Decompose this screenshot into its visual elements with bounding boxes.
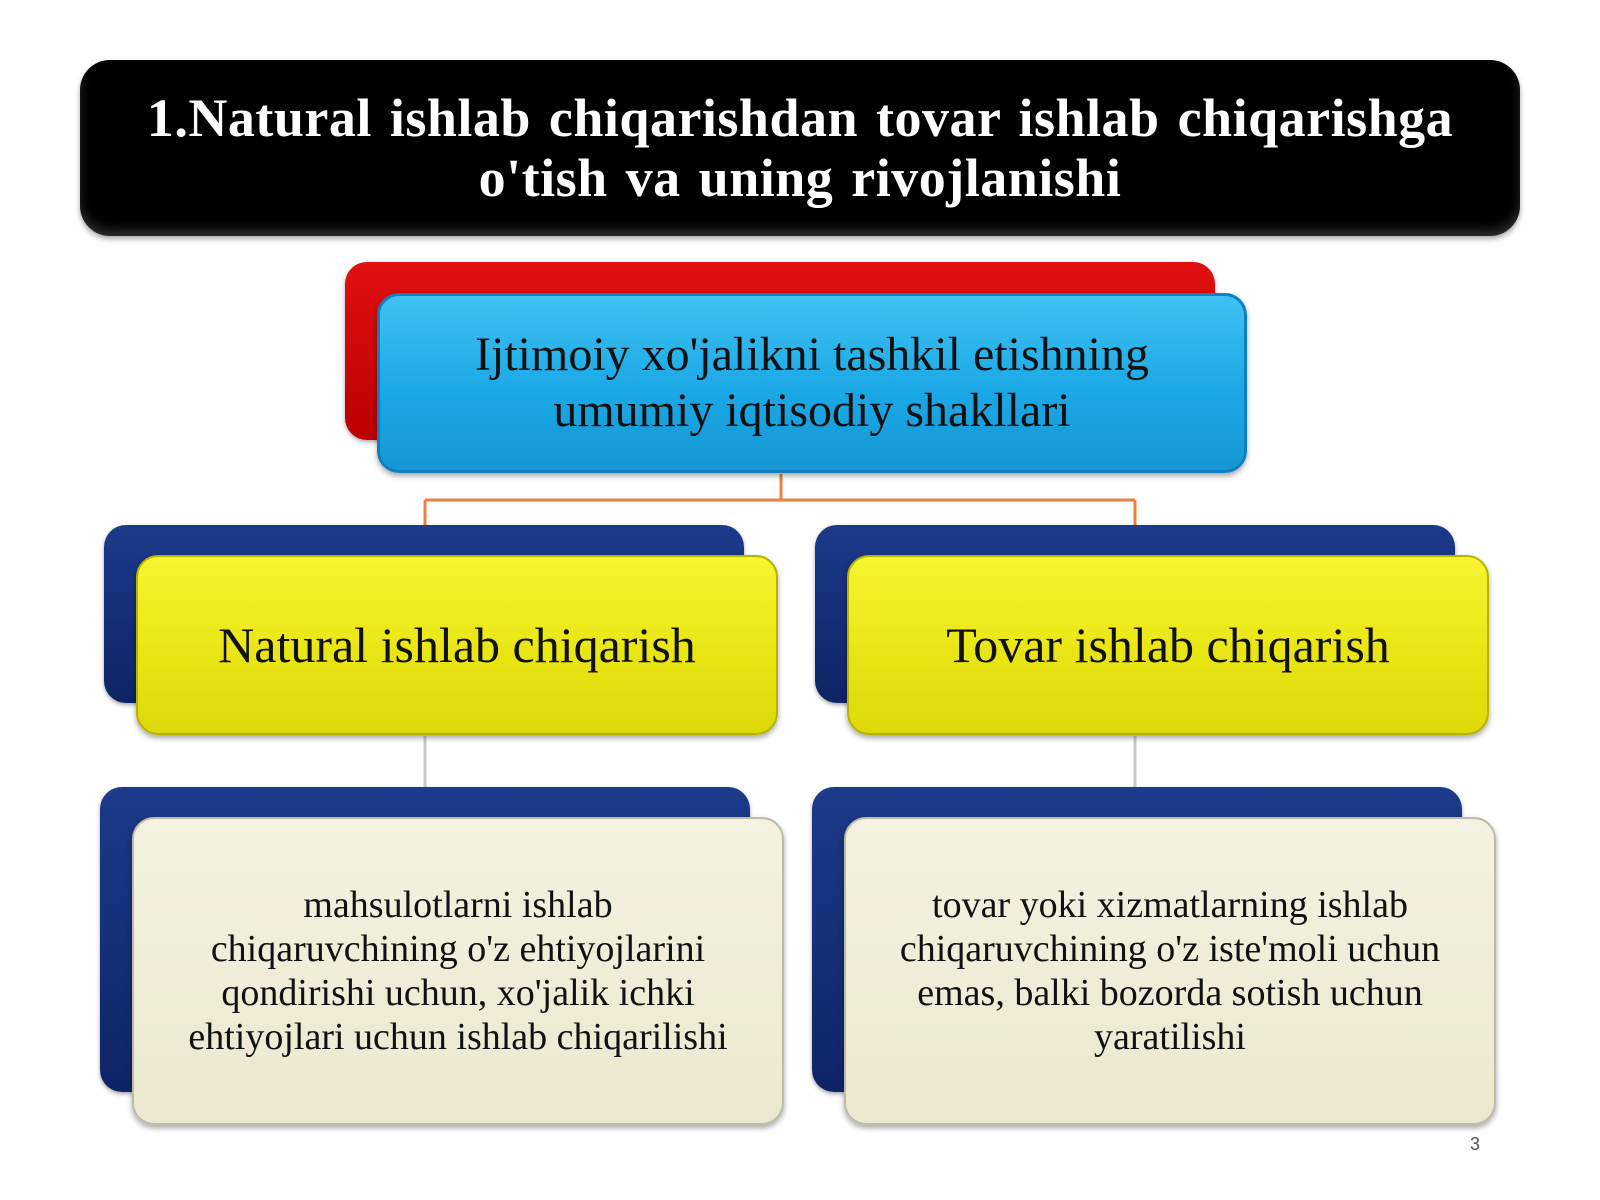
root-node-line-2: umumiy iqtisodiy shakllari (553, 384, 1071, 437)
slide-title-line-2: o'tish va uning rivojlanishi (478, 148, 1122, 208)
natural-description-box (132, 817, 784, 1125)
root-node-line-1: Ijtimoiy xo'jalikni tashkil etishning (475, 328, 1149, 381)
natural-description-text (188, 883, 727, 1059)
slide-title-line-1: 1.Natural ishlab chiqarishdan tovar ishlab chiqarishga (146, 88, 1454, 148)
title-banner (80, 60, 1520, 236)
natural-description-line: mahsulotlarni ishlab (303, 884, 613, 926)
natural-production-label: Natural ishlab chiqarish (218, 617, 696, 673)
natural-production-node (136, 555, 778, 735)
commodity-description-line: yaratilishi (1094, 1016, 1246, 1058)
commodity-production-node (847, 555, 1489, 735)
commodity-description-line: emas, balki bozorda sotish uchun (917, 972, 1423, 1014)
commodity-description-text (900, 883, 1440, 1059)
branch-connectors (425, 736, 1135, 790)
commodity-description-line: tovar yoki xizmatlarning ishlab (932, 884, 1408, 926)
natural-description-line: ehtiyojlari uchun ishlab chiqarilishi (188, 1016, 728, 1058)
root-node (377, 293, 1247, 473)
root-node-text (475, 327, 1149, 439)
natural-description-line: qondirishi uchun, xo'jalik ichki (221, 972, 695, 1014)
page-number: 3 (1469, 1134, 1480, 1154)
commodity-production-label: Tovar ishlab chiqarish (946, 617, 1390, 673)
slide-title (147, 88, 1453, 208)
commodity-description-line: chiqaruvchining o'z iste'moli uchun (899, 928, 1441, 970)
commodity-description-box (844, 817, 1496, 1125)
natural-description-line: chiqaruvchining o'z ehtiyojlarini (210, 928, 706, 970)
